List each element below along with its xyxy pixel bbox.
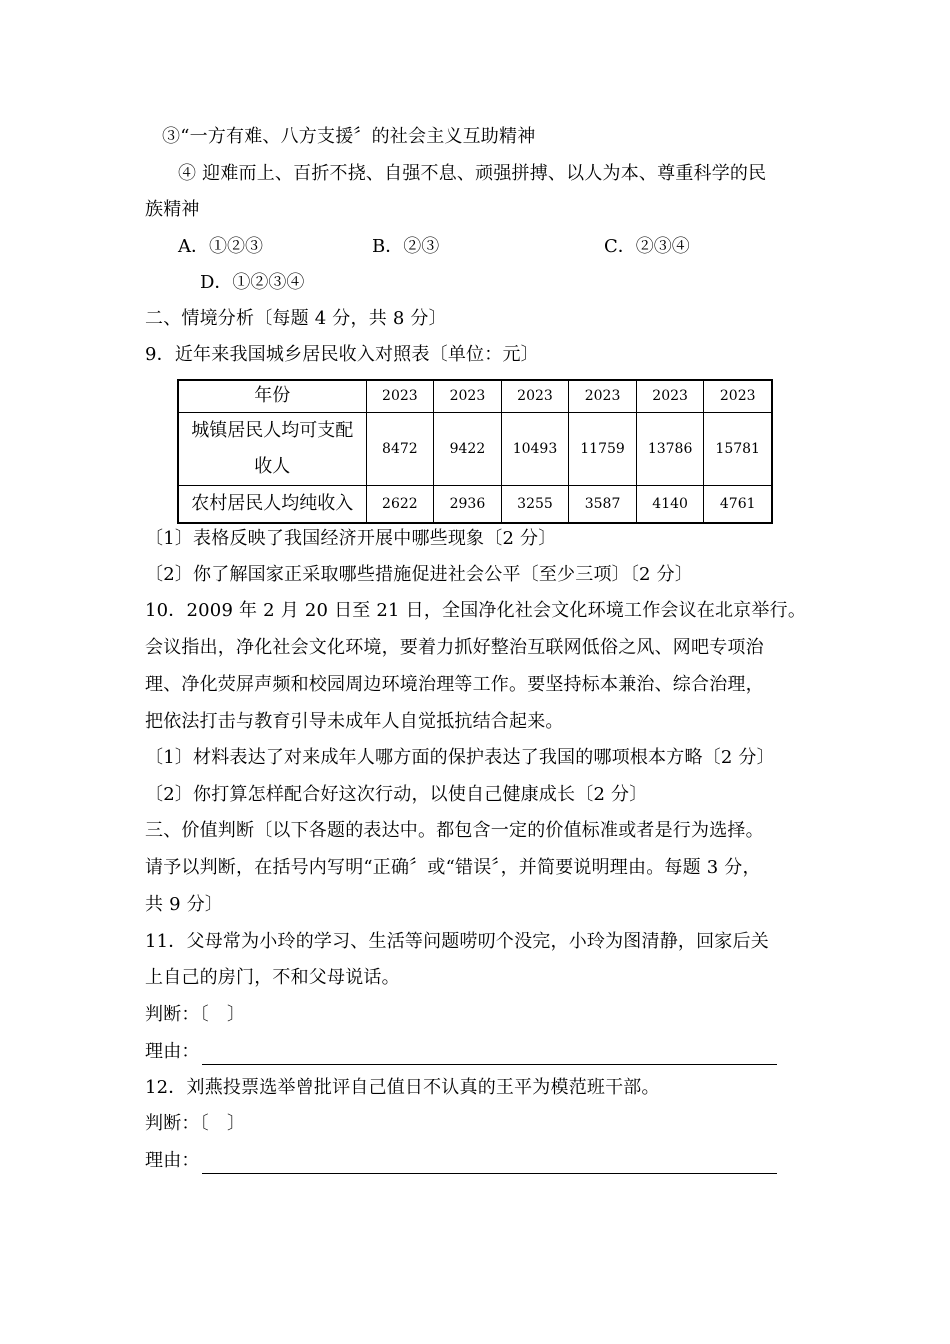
urban-label-line2: 收人 [254, 455, 291, 477]
question-11-line1: 11．父母常为小玲的学习、生活等问题唠叨个没完，小玲为图清静，回家后关 [145, 931, 769, 952]
question-11-line2: 上自己的房门，不和父母说话。 [145, 967, 400, 988]
table-header-row [178, 380, 772, 412]
urban-label-line1: 城镇居民人均可支配 [191, 419, 354, 441]
rural-value-cell: 3587 [569, 485, 637, 523]
urban-value-cell: 10493 [501, 412, 569, 485]
question-10-part-2: 〔2〕你打算怎样配合好这次行动，以使自己健康成长〔2 分〕 [145, 784, 648, 805]
item-3-text: ③“一方有难、八方支援〞的社会主义互助精神 [162, 126, 536, 147]
urban-value-cell: 13786 [636, 412, 704, 485]
question-10-line3: 理、净化荧屏声频和校园周边环境治理等工作。要坚持标本兼治、综合治理， [145, 674, 764, 695]
section-2-heading: 二、情境分析〔每题 4 分，共 8 分〕 [145, 308, 447, 329]
option-b: B．②③ [372, 236, 440, 257]
year-cell: 2023 [704, 380, 772, 412]
question-10-part-1: 〔1〕材料表达了对来成年人哪方面的保护表达了我国的哪项根本方略〔2 分〕 [145, 747, 775, 768]
question-12-reason [145, 1148, 777, 1174]
rural-value-cell: 2936 [434, 485, 502, 523]
question-10-line4: 把依法打击与教育引导未成年人自觉抵抗结合起来。 [145, 711, 564, 732]
option-d: D．①②③④ [200, 272, 305, 293]
urban-value-cell: 9422 [434, 412, 502, 485]
rural-value-cell: 4140 [636, 485, 704, 523]
question-9-part-2: 〔2〕你了解国家正采取哪些措施促进社会公平〔至少三项〕〔2 分〕 [145, 564, 694, 585]
section-3-heading-line1: 三、价值判断〔以下各题的表达中。都包含一定的价值标准或者是行为选择。 [145, 820, 764, 841]
question-12-text: 12．刘燕投票选举曾批评自己值日不认真的王平为模范班干部。 [145, 1077, 660, 1098]
item-4-text-line2: 族精神 [145, 199, 200, 220]
section-3-heading-line2: 请予以判断，在括号内写明“正确〞或“错误〞，并简要说明理由。每题 3 分， [145, 857, 761, 878]
option-c: C．②③④ [604, 236, 690, 257]
urban-value-cell: 15781 [704, 412, 772, 485]
rural-value-cell: 3255 [501, 485, 569, 523]
reason-label: 理由： [145, 1041, 200, 1062]
rural-income-label: 农村居民人均纯收入 [178, 485, 366, 523]
question-11-judgment: 判断：〔 〕 [145, 1004, 246, 1025]
question-9-title: 9．近年来我国城乡居民收入对照表〔单位：元〕 [145, 344, 539, 365]
rural-value-cell: 2622 [366, 485, 434, 523]
reason-answer-line[interactable] [202, 1044, 777, 1065]
question-10-line2: 会议指出，净化社会文化环境，要着力抓好整治互联网低俗之风、网吧专项治 [145, 637, 764, 658]
year-cell: 2023 [569, 380, 637, 412]
urban-income-label [178, 412, 366, 485]
table-row-rural [178, 485, 772, 523]
reason-answer-line[interactable] [202, 1153, 777, 1174]
urban-value-cell: 8472 [366, 412, 434, 485]
item-4-text-line1: ④ 迎难而上、百折不挠、自强不息、顽强拼搏、以人为本、尊重科学的民 [178, 163, 767, 184]
table-header-label: 年份 [178, 380, 366, 412]
year-cell: 2023 [434, 380, 502, 412]
question-12-judgment: 判断：〔 〕 [145, 1113, 246, 1134]
question-11-reason [145, 1039, 777, 1065]
question-10-line1: 10．2009 年 2 月 20 日至 21 日，全国净化社会文化环境工作会议在北京举行。 [145, 600, 807, 621]
reason-label: 理由： [145, 1150, 200, 1171]
urban-value-cell: 11759 [569, 412, 637, 485]
section-3-heading-line3: 共 9 分〕 [145, 894, 224, 915]
year-cell: 2023 [501, 380, 569, 412]
table-row-urban [178, 412, 772, 485]
income-comparison-table [177, 379, 773, 524]
year-cell: 2023 [366, 380, 434, 412]
year-cell: 2023 [636, 380, 704, 412]
option-a: A．①②③ [178, 236, 263, 257]
question-9-part-1: 〔1〕表格反映了我国经济开展中哪些现象〔2 分〕 [145, 528, 557, 549]
rural-value-cell: 4761 [704, 485, 772, 523]
